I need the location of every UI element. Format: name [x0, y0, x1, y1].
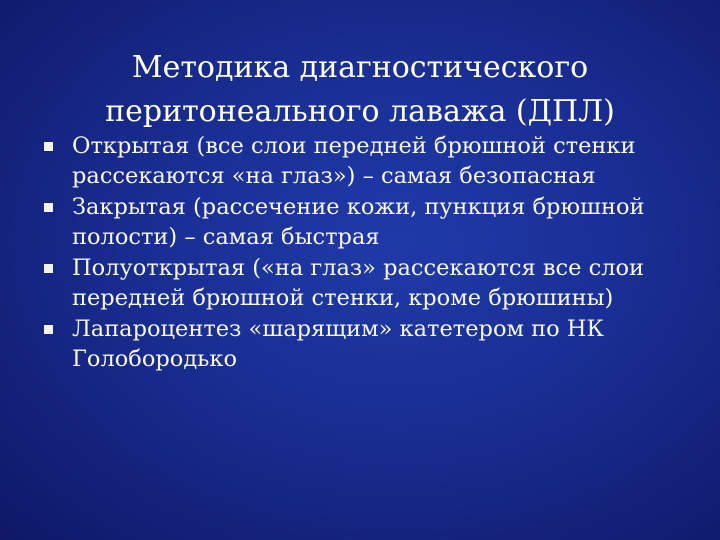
bullet-text-line: полости) – самая быстрая [72, 224, 380, 250]
square-bullet-icon [44, 142, 53, 151]
slide-title [60, 46, 660, 134]
bullet-item [42, 314, 682, 374]
square-bullet-icon [44, 264, 53, 273]
bullet-item [42, 131, 682, 191]
bullet-text-line: передней брюшной стенки, кроме брюшины) [72, 285, 614, 311]
bullet-text-line: Лапароцентез «шарящим» катетером по НК [72, 316, 604, 342]
slide-title-line: Методика диагностического [131, 50, 589, 86]
slide-title-line: перитонеального лаважа (ДПЛ) [105, 94, 615, 130]
square-bullet-icon [44, 203, 53, 212]
bullet-item [42, 253, 682, 313]
bullet-text-line: Закрытая (рассечение кожи, пункция брюшной [72, 194, 645, 220]
bullet-item [42, 192, 682, 252]
square-bullet-icon [44, 325, 53, 334]
bullet-text-line: Голобородько [72, 346, 238, 372]
bullet-list [42, 131, 682, 375]
bullet-text-line: Полуоткрытая («на глаз» рассекаются все слои [72, 255, 645, 281]
bullet-text-line: Открытая (все слои передней брюшной стенки [72, 133, 636, 159]
bullet-text-line: рассекаются «на глаз») – самая безопасная [72, 163, 596, 189]
